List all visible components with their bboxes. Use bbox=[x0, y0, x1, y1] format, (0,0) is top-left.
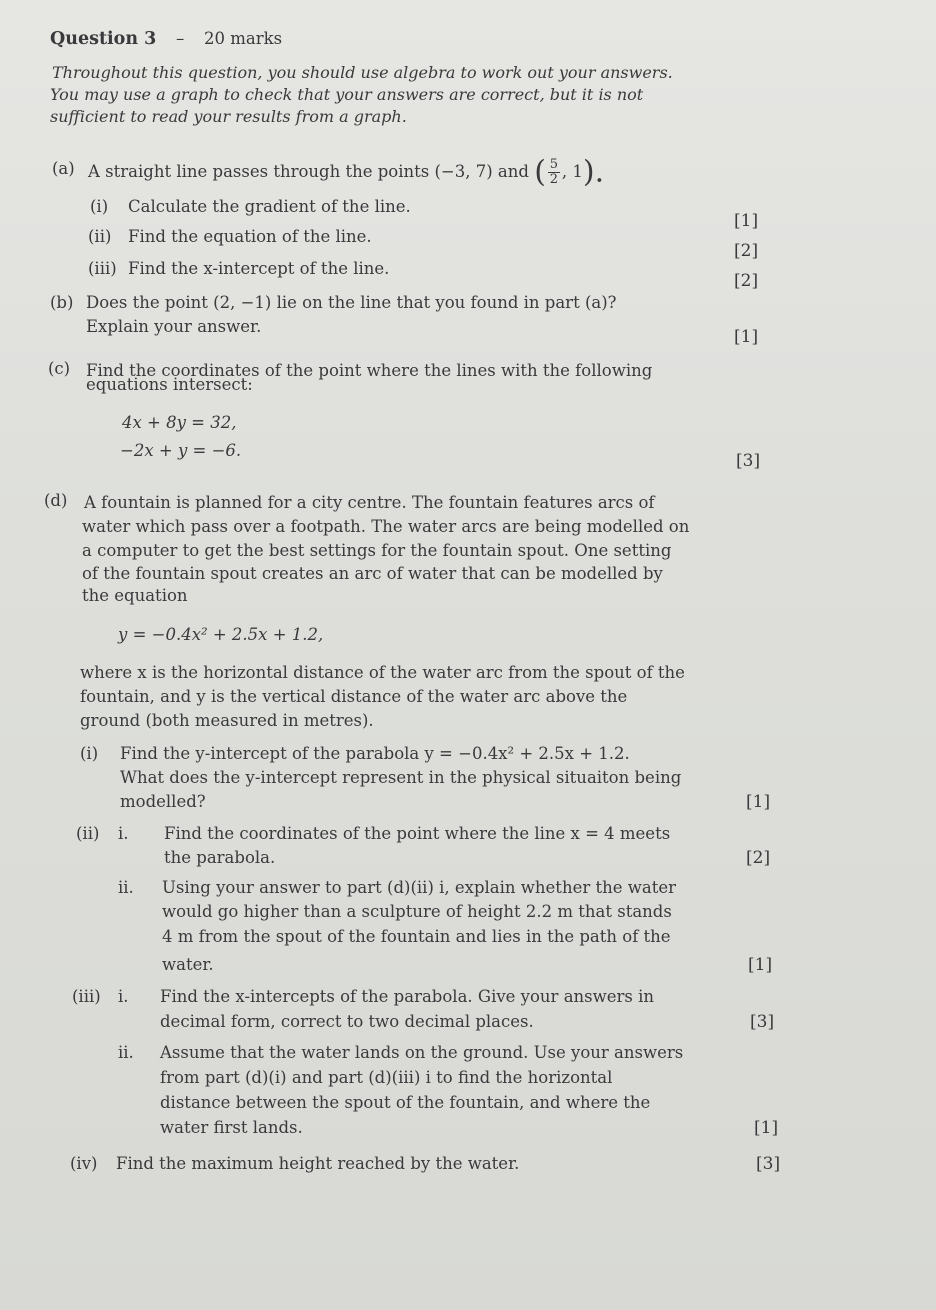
part-d-ii-label: (ii) bbox=[76, 824, 100, 843]
part-b-line-1: Does the point (2, −1) lie on the line that you found in part (a)? bbox=[86, 293, 617, 312]
part-d-iii-2-label: ii. bbox=[118, 1043, 134, 1062]
close-paren: ). bbox=[582, 154, 605, 190]
part-d-ii-1-label: i. bbox=[118, 824, 129, 843]
question-marks: 20 marks bbox=[204, 29, 283, 48]
part-d-iv-text: Find the maximum height reached by the water. bbox=[116, 1154, 520, 1173]
part-a-iii-marks: [2] bbox=[734, 271, 759, 291]
part-d-i-marks: [1] bbox=[746, 792, 771, 812]
part-d-para1-line-4: of the fountain spout creates an arc of water that can be modelled by bbox=[82, 564, 663, 583]
point2-y: , 1 bbox=[561, 162, 583, 181]
fraction-five-halves bbox=[548, 158, 560, 187]
part-d-iv-marks: [3] bbox=[756, 1154, 781, 1174]
part-d-ii-2-line-4: water. bbox=[162, 955, 214, 974]
part-b-marks: [1] bbox=[734, 327, 759, 347]
part-d-para1-line-5: the equation bbox=[82, 586, 188, 605]
part-a-iii-text: Find the x-intercept of the line. bbox=[128, 259, 390, 278]
part-d-iii-2-line-4: water first lands. bbox=[160, 1118, 303, 1137]
part-d-ii-2-label: ii. bbox=[118, 878, 134, 897]
part-d-para2-line-1: where x is the horizontal distance of the water arc from the spout of the bbox=[80, 663, 685, 682]
intro-line-3: sufficient to read your results from a graph. bbox=[50, 107, 407, 126]
part-d-para1-line-3: a computer to get the best settings for the fountain spout. One setting bbox=[82, 541, 672, 560]
part-a-i-marks: [1] bbox=[734, 211, 759, 231]
part-d-iii-label: (iii) bbox=[72, 987, 101, 1006]
part-d-iii-2-line-2: from part (d)(i) and part (d)(iii) i to find the horizontal bbox=[160, 1068, 613, 1087]
part-d-iii-1-marks: [3] bbox=[750, 1012, 775, 1032]
part-a-ii-label: (ii) bbox=[88, 227, 112, 246]
part-a-ii-text: Find the equation of the line. bbox=[128, 227, 372, 246]
part-d-i-line-1: Find the y-intercept of the parabola y = −0.4x² + 2.5x + 1.2. bbox=[120, 744, 630, 763]
part-c-label: (c) bbox=[48, 359, 71, 378]
question-title: Question 3 bbox=[50, 29, 157, 49]
intro-line-2: You may use a graph to check that your answers are correct, but it is not bbox=[50, 85, 644, 104]
part-d-iii-1-line-2: decimal form, correct to two decimal places. bbox=[160, 1012, 534, 1031]
part-d-label: (d) bbox=[44, 491, 68, 510]
part-a-i-text: Calculate the gradient of the line. bbox=[128, 197, 411, 216]
part-a-text bbox=[88, 154, 605, 190]
part-d-ii-1-line-1: Find the coordinates of the point where the line x = 4 meets bbox=[164, 824, 671, 843]
part-d-para1-line-1: A fountain is planned for a city centre. The fountain features arcs of bbox=[84, 493, 655, 512]
part-d-iii-2-line-1: Assume that the water lands on the ground. Use your answers bbox=[160, 1043, 684, 1062]
part-d-i-line-3: modelled? bbox=[120, 792, 206, 811]
open-paren: ( bbox=[534, 154, 546, 190]
part-a-iii-label: (iii) bbox=[88, 259, 117, 278]
part-a-ii-marks: [2] bbox=[734, 241, 759, 261]
part-b-label: (b) bbox=[50, 293, 74, 312]
part-d-equation: y = −0.4x² + 2.5x + 1.2, bbox=[118, 625, 324, 644]
part-d-para1-line-2: water which pass over a footpath. The water arcs are being modelled on bbox=[82, 517, 690, 536]
part-a-label: (a) bbox=[52, 159, 75, 178]
part-d-iv-label: (iv) bbox=[70, 1154, 98, 1173]
part-c-line-1: Find the coordinates of the point where the lines with the following bbox=[86, 361, 653, 380]
part-d-para2-line-2: fountain, and y is the vertical distance of the water arc above the bbox=[80, 687, 628, 706]
part-d-iii-2-line-3: distance between the spout of the fountain, and where the bbox=[160, 1093, 651, 1112]
part-a-i-label: (i) bbox=[90, 197, 109, 216]
part-d-ii-1-line-2: the parabola. bbox=[164, 848, 276, 867]
part-d-ii-2-line-1: Using your answer to part (d)(ii) i, explain whether the water bbox=[162, 878, 676, 897]
fraction-numerator: 5 bbox=[549, 157, 559, 172]
part-c-eq-2: −2x + y = −6. bbox=[120, 441, 242, 460]
fraction-denominator: 2 bbox=[549, 172, 559, 187]
part-d-iii-2-marks: [1] bbox=[754, 1118, 779, 1138]
part-d-i-label: (i) bbox=[80, 744, 99, 763]
part-d-ii-2-line-2: would go higher than a sculpture of height 2.2 m that stands bbox=[162, 902, 672, 921]
part-d-ii-1-marks: [2] bbox=[746, 848, 771, 868]
part-d-ii-2-line-3: 4 m from the spout of the fountain and lies in the path of the bbox=[162, 927, 671, 946]
part-b-line-2: Explain your answer. bbox=[86, 317, 262, 336]
intro-line-1: Throughout this question, you should use algebra to work out your answers. bbox=[52, 63, 673, 82]
part-c-marks: [3] bbox=[736, 451, 761, 471]
part-d-ii-2-marks: [1] bbox=[748, 955, 773, 975]
part-d-iii-1-line-1: Find the x-intercepts of the parabola. Give your answers in bbox=[160, 987, 655, 1006]
part-c-line-2: equations intersect: bbox=[86, 375, 253, 394]
part-d-iii-1-label: i. bbox=[118, 987, 129, 1006]
header-dash: – bbox=[176, 29, 185, 48]
part-c-eq-1: 4x + 8y = 32, bbox=[122, 413, 237, 432]
part-d-para2-line-3: ground (both measured in metres). bbox=[80, 711, 374, 730]
part-d-i-line-2: What does the y-intercept represent in the physical situaiton being bbox=[120, 768, 682, 787]
part-a-text-main: A straight line passes through the points (−3, 7) and bbox=[88, 162, 529, 181]
